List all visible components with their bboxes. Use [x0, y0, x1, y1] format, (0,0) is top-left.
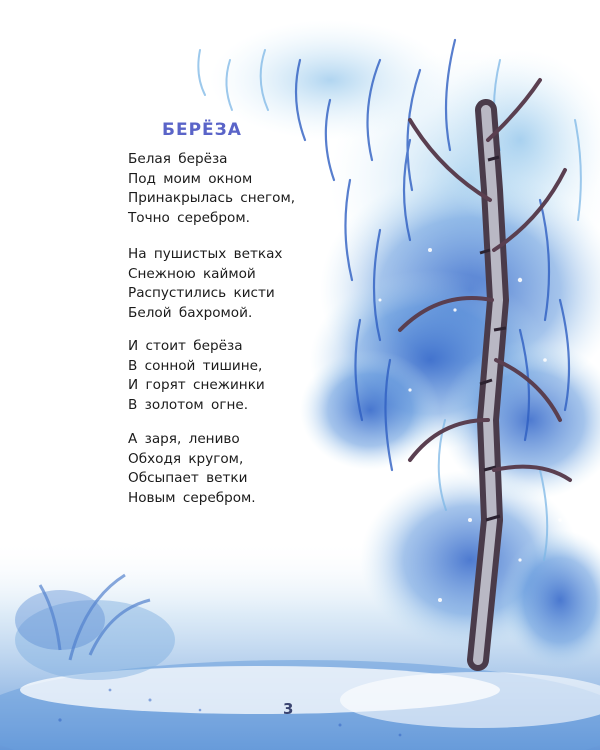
poem-line: Обсыпает ветки: [128, 470, 248, 487]
poem-line: И горят снежинки: [128, 377, 265, 394]
poem-line: Белая берёза: [128, 151, 228, 167]
poem-line: На пушистых ветках: [128, 246, 283, 262]
stanza-1: [128, 150, 295, 229]
poem-line: Обходя кругом,: [128, 450, 244, 467]
page-number: 3: [283, 700, 294, 718]
poem-title: БЕРЁЗА: [162, 120, 242, 140]
poem-line: В сонной тишине,: [128, 357, 263, 374]
poem-line: Точно серебром.: [128, 210, 250, 227]
poem-line: Белой бахромой.: [128, 305, 253, 322]
stanza-2: [128, 245, 282, 324]
poem-line: В золотом огне.: [128, 397, 249, 414]
poem-line: Снежною каймой: [128, 265, 256, 282]
poem-line: Под моим окном: [128, 170, 253, 187]
stanza-3: [128, 337, 265, 416]
poem-line: А заря, лениво: [128, 431, 240, 447]
poem-line: Распустились кисти: [128, 285, 275, 302]
poem-line: И стоит берёза: [128, 338, 243, 354]
stanza-4: [128, 430, 256, 509]
poem-line: Принакрылась снегом,: [128, 190, 296, 207]
poem-line: Новым серебром.: [128, 490, 256, 507]
